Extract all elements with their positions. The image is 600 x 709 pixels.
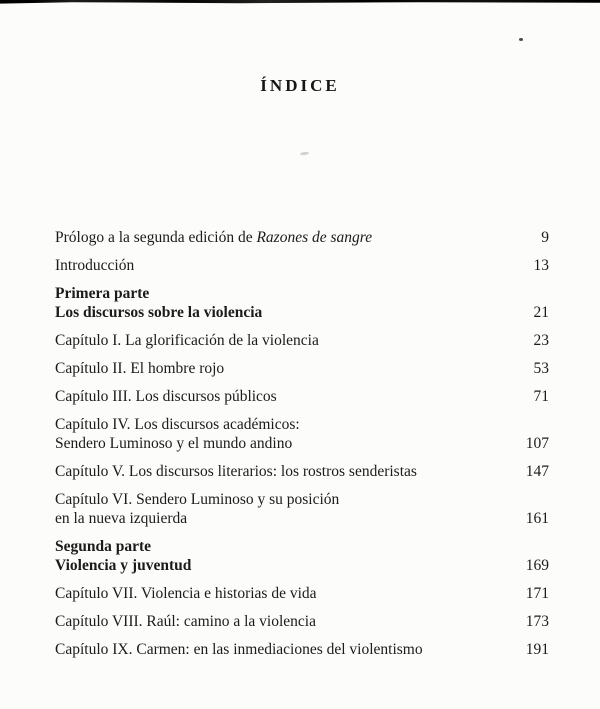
toc-page-number: 71 [533, 388, 549, 405]
toc-entry-text: Capítulo VIII. Raúl: camino a la violencia [55, 613, 316, 630]
toc-entry [55, 256, 549, 275]
toc-row [55, 584, 549, 603]
toc-entry-text: en la nueva izquierda [55, 510, 188, 527]
toc-page-number: 23 [533, 332, 549, 349]
scan-artifact-smudge [300, 151, 309, 155]
toc-entry [55, 228, 549, 247]
toc-row [55, 434, 549, 453]
toc-entry-text: Capítulo IX. Carmen: en las inmediaciones del violentismo [55, 641, 423, 658]
toc-entry [55, 462, 549, 481]
toc-row [55, 284, 549, 303]
toc-list [55, 228, 549, 668]
toc-entry [55, 415, 549, 453]
toc-page-number: 161 [525, 510, 549, 527]
toc-entry [55, 640, 549, 659]
toc-page-number: 169 [525, 557, 549, 574]
toc-entry-text: Capítulo I. La glorificación de la violencia [55, 332, 319, 349]
toc-row [55, 359, 549, 378]
toc-entry-text: Prólogo a la segunda edición de Razones de sangre [55, 229, 373, 246]
toc-page-number: 53 [533, 360, 549, 377]
toc-row [55, 640, 549, 659]
toc-entry-text: Los discursos sobre la violencia [55, 304, 263, 321]
toc-row [55, 228, 549, 247]
toc-entry-text: Capítulo III. Los discursos públicos [55, 388, 277, 405]
toc-row [55, 556, 549, 575]
toc-entry-text: Capítulo VII. Violencia e historias de vida [55, 585, 317, 602]
toc-page-number: 9 [541, 229, 549, 246]
toc-row [55, 303, 549, 322]
toc-entry [55, 537, 549, 575]
scan-artifact-top-edge [0, 0, 600, 4]
toc-row [55, 415, 549, 434]
toc-row [55, 612, 549, 631]
toc-entry [55, 331, 549, 350]
toc-entry-text: Capítulo IV. Los discursos académicos: [55, 416, 300, 433]
toc-page-number: 21 [533, 304, 549, 321]
toc-entry [55, 490, 549, 528]
toc-page-number: 107 [525, 435, 549, 452]
toc-entry-text: Primera parte [55, 285, 150, 302]
scan-artifact-speck [519, 38, 523, 41]
toc-entry-text: Sendero Luminoso y el mundo andino [55, 435, 293, 452]
toc-entry-text: Introducción [55, 257, 135, 274]
toc-entry [55, 612, 549, 631]
toc-row [55, 256, 549, 275]
toc-row [55, 537, 549, 556]
toc-row [55, 509, 549, 528]
toc-entry-text: Capítulo II. El hombre rojo [55, 360, 225, 377]
toc-entry-text: Capítulo VI. Sendero Luminoso y su posición [55, 491, 340, 508]
toc-row [55, 331, 549, 350]
toc-entry [55, 359, 549, 378]
toc-page-number: 173 [525, 613, 549, 630]
toc-row [55, 462, 549, 481]
toc-page-number: 147 [525, 463, 549, 480]
toc-entry-text: Capítulo V. Los discursos literarios: los rostros senderistas [55, 463, 417, 480]
page-title: ÍNDICE [260, 76, 340, 95]
toc-entry [55, 284, 549, 322]
toc-entry-text: Violencia y juventud [55, 557, 192, 574]
toc-page-number: 191 [525, 641, 549, 658]
toc-entry [55, 387, 549, 406]
toc-entry [55, 584, 549, 603]
toc-row [55, 387, 549, 406]
toc-entry-text: Segunda parte [55, 538, 152, 555]
toc-page-number: 171 [525, 585, 549, 602]
toc-page-number: 13 [533, 257, 549, 274]
toc-row [55, 490, 549, 509]
